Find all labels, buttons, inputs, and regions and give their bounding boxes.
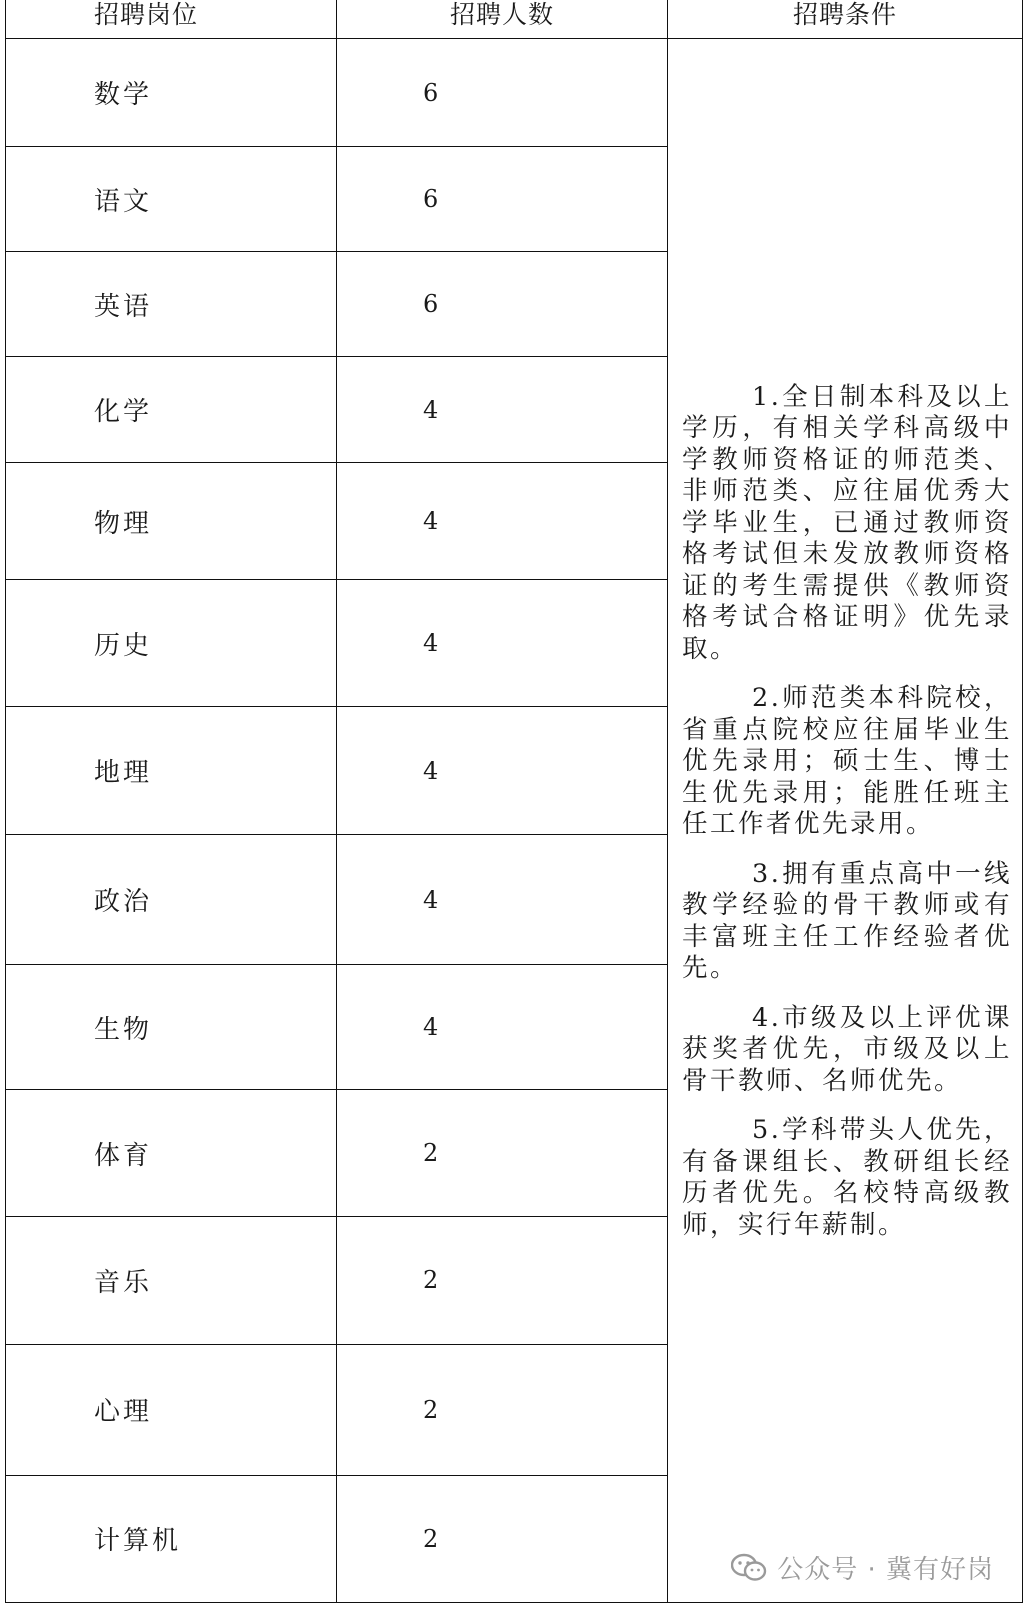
position-cell: 心理	[6, 1344, 337, 1475]
position-cell: 语文	[6, 147, 337, 251]
count-cell: 4	[337, 835, 668, 965]
watermark-text: 公众号 · 冀有好岗	[777, 1555, 994, 1585]
header-position: 招聘岗位	[6, 0, 337, 39]
position-cell: 音乐	[6, 1217, 337, 1345]
position-cell: 物理	[6, 462, 337, 580]
count-cell: 2	[337, 1090, 668, 1217]
count-cell: 2	[337, 1475, 668, 1602]
position-cell: 英语	[6, 251, 337, 356]
count-cell: 6	[337, 39, 668, 147]
watermark	[731, 1549, 994, 1586]
count-cell: 4	[337, 965, 668, 1090]
count-cell: 2	[337, 1344, 668, 1475]
count-cell: 4	[337, 357, 668, 462]
position-cell: 政治	[6, 835, 337, 965]
header-row	[6, 0, 1023, 39]
condition-item: 5.学科带头人优先，有备课组长、教研组长经历者优先。名校特高级教师，实行年薪制。	[682, 1115, 1012, 1240]
recruitment-table	[5, 0, 1023, 1603]
position-cell: 生物	[6, 965, 337, 1090]
header-conditions: 招聘条件	[668, 0, 1023, 39]
count-cell: 4	[337, 580, 668, 707]
position-cell: 化学	[6, 357, 337, 462]
conditions-cell	[668, 39, 1023, 1603]
position-cell: 体育	[6, 1090, 337, 1217]
condition-item: 1.全日制本科及以上学历，有相关学科高级中学教师资格证的师范类、非师范类、应往届优秀大学毕业生，已通过教师资格考试但未发放教师资格证的考生需提供《教师资格考试合格证明》优先录取。	[682, 381, 1012, 664]
position-cell: 地理	[6, 707, 337, 835]
position-cell: 数学	[6, 39, 337, 147]
header-count: 招聘人数	[337, 0, 668, 39]
count-cell: 2	[337, 1217, 668, 1345]
wechat-icon	[731, 1553, 767, 1583]
condition-item: 4.市级及以上评优课获奖者优先，市级及以上骨干教师、名师优先。	[682, 1002, 1012, 1096]
condition-item: 3.拥有重点高中一线教学经验的骨干教师或有丰富班主任工作经验者优先。	[682, 858, 1012, 984]
position-cell: 历史	[6, 580, 337, 707]
condition-item: 2.师范类本科院校，省重点院校应往届毕业生优先录用；硕士生、博士生优先录用；能胜任班主任工作者优先录用。	[682, 683, 1012, 840]
position-cell: 计算机	[6, 1475, 337, 1602]
count-cell: 4	[337, 462, 668, 580]
count-cell: 6	[337, 147, 668, 251]
count-cell: 4	[337, 707, 668, 835]
count-cell: 6	[337, 251, 668, 356]
table-row	[6, 39, 1023, 147]
